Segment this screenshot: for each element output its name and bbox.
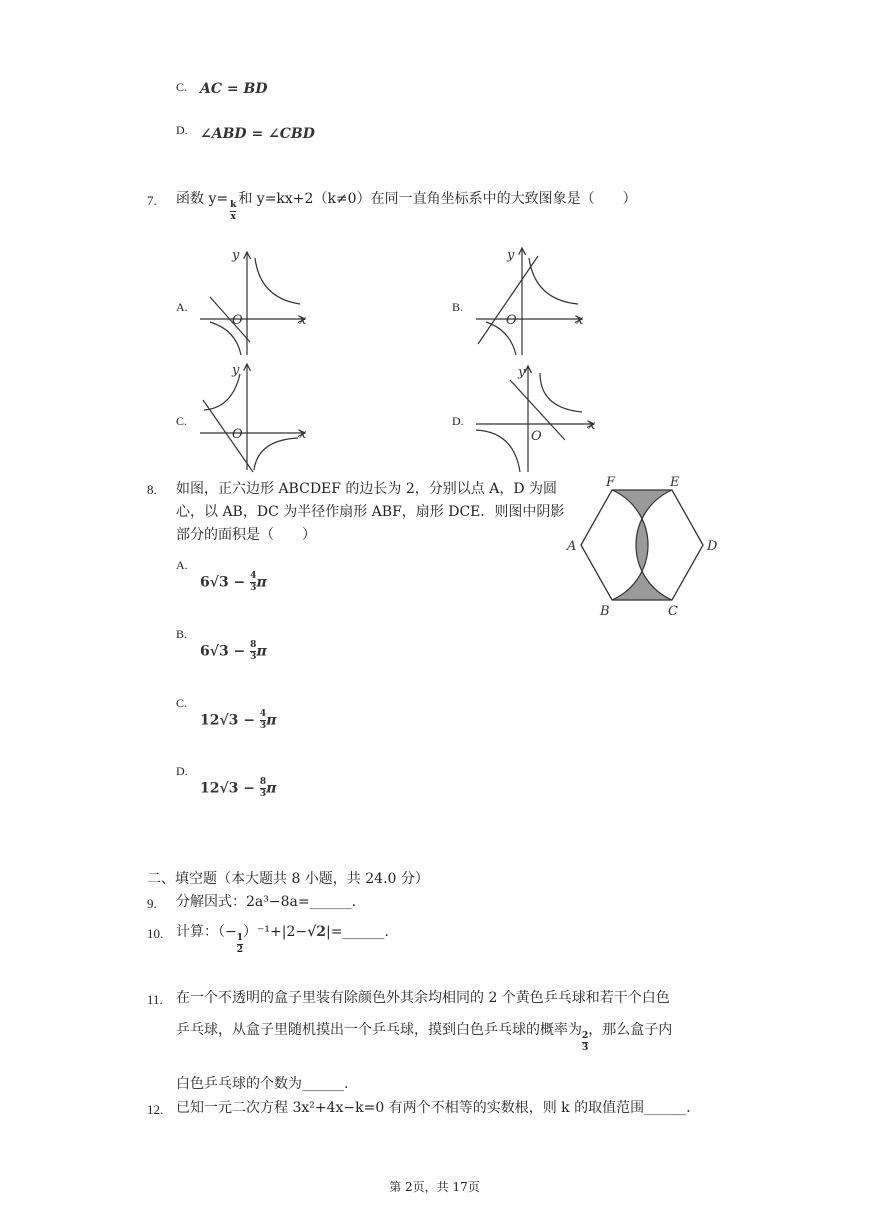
graph-a-o: O (232, 313, 243, 328)
q8-d-pi: π (266, 780, 277, 797)
q11-line-3: 白色乒乓球的个数为______. (176, 1076, 349, 1092)
q10-text (176, 919, 389, 955)
vertex-b: B (600, 604, 610, 619)
q7-graphs (0, 0, 869, 480)
vertex-e: E (670, 475, 680, 490)
page-footer: 第 2页，共 17页 (389, 1180, 480, 1194)
q6-option-c-label: C. (176, 80, 188, 94)
q7-frac-den: x (230, 211, 236, 222)
graph-c-o: O (232, 427, 243, 442)
graph-b-y: y (507, 248, 515, 263)
q9-text: 分解因式：2a³−8a=______. (176, 894, 357, 910)
q10-post: |=______. (326, 924, 389, 940)
q8-c-fd: 3 (259, 721, 267, 731)
q8-option-a-label: A. (176, 558, 188, 572)
q8-b-minus: − (228, 643, 251, 660)
graph-a (200, 248, 307, 355)
q8-b-coef: 6√3 (200, 643, 229, 660)
q7-option-b-label: B. (452, 300, 464, 314)
q7-frac-num: k (230, 199, 237, 210)
vertex-f: F (606, 475, 616, 490)
q8-d-fn: 8 (259, 777, 267, 787)
q8-option-b-expr (200, 641, 267, 662)
q8-line-3: 部分的面积是（ ） (176, 527, 316, 543)
graph-d-x: x (588, 418, 596, 433)
q10-number: 10. (147, 926, 164, 941)
q10-root: √2 (307, 924, 327, 940)
q11-fn: 2 (582, 1030, 589, 1041)
q8-line-1: 如图，正六边形 ABCDEF 的边长为 2，分别以点 A，D 为圆 (176, 481, 558, 497)
q7-stem-pre: 函数 y= (176, 191, 229, 207)
q11-line-2-post: ，那么盒子内 (588, 1022, 673, 1038)
vertex-d: D (707, 539, 718, 554)
q11-fd: 3 (582, 1042, 589, 1053)
hexagon-figure (560, 470, 730, 622)
q8-option-a-expr (200, 572, 267, 593)
q11-number: 11. (147, 992, 163, 1007)
graph-a-y: y (232, 248, 240, 263)
q7-option-c-label: C. (176, 414, 188, 428)
q8-line-2: 心，以 AB，DC 为半径作扇形 ABF，扇形 DCE．则图中阴影 (176, 504, 565, 520)
q8-option-d-label: D. (176, 764, 188, 778)
graph-b-x: x (576, 313, 584, 328)
graph-b (476, 248, 584, 355)
graph-c-x: x (299, 427, 307, 442)
q8-a-pi: π (256, 574, 267, 591)
q10-frac (237, 934, 243, 955)
q8-c-minus: − (238, 712, 260, 729)
q11-line-2 (176, 1017, 673, 1053)
graph-b-o: O (506, 313, 517, 328)
q11-line-1: 在一个不透明的盒子里装有除颜色外其余均相同的 2 个黄色乒乓球和若干个白色 (176, 990, 670, 1006)
q7-option-d-label: D. (452, 414, 464, 428)
q8-d-minus: − (238, 780, 260, 797)
q8-c-fn: 4 (259, 709, 267, 719)
q10-fd: 2 (236, 944, 243, 955)
q7-stem-mid: 和 y=kx+2（k≠0）在同一直角坐标系中的大致图象是（ ） (238, 191, 637, 207)
q12-text: 已知一元二次方程 3x²+4x−k=0 有两个不相等的实数根，则 k 的取值范围______. (176, 1100, 691, 1116)
q8-option-c-expr (200, 710, 276, 731)
q6-option-d-label: D. (176, 123, 188, 137)
q7-option-a-label: A. (176, 300, 188, 314)
q8-c-pi: π (266, 712, 277, 729)
section-2-title: 二、填空题（本大题共 8 小题，共 24.0 分） (147, 871, 429, 887)
q8-d-coef: 12√3 (200, 780, 239, 797)
graph-d-o: O (531, 429, 542, 444)
q8-a-minus: − (228, 574, 251, 591)
graph-c-y: y (232, 363, 240, 378)
q8-number: 8. (147, 482, 157, 497)
q8-option-c-label: C. (176, 696, 188, 710)
q11-line-2-pre: 乒乓球，从盒子里随机摸出一个乒乓球，摸到白色乒乓球的概率为 (176, 1022, 582, 1038)
q6-option-c-math: AC = BD (200, 81, 268, 97)
q8-a-coef: 6√3 (200, 574, 229, 591)
q10-pre: 计算：（− (176, 924, 237, 940)
graph-c (200, 363, 307, 472)
q8-b-fn: 8 (250, 640, 257, 650)
q12-number: 12. (147, 1102, 164, 1117)
vertex-c: C (668, 604, 678, 619)
vertex-a: A (567, 539, 577, 554)
q11-frac (582, 1032, 588, 1053)
graph-a-x: x (299, 313, 307, 328)
q8-option-d-expr (200, 778, 276, 799)
q8-option-b-label: B. (176, 627, 188, 641)
q6-option-d-math: ∠ABD = ∠CBD (200, 126, 315, 142)
q9-number: 9. (147, 896, 157, 911)
q10-mid: ）⁻¹+|2− (243, 924, 308, 940)
q7-number: 7. (147, 193, 157, 208)
graph-d-y: y (518, 365, 526, 380)
q8-b-pi: π (256, 643, 267, 660)
q8-d-fd: 3 (259, 789, 267, 799)
q8-a-fn: 4 (250, 571, 257, 581)
q8-a-fd: 3 (250, 583, 257, 593)
q8-b-fd: 3 (250, 652, 257, 662)
graph-d (476, 365, 596, 472)
q8-c-coef: 12√3 (200, 712, 239, 729)
q10-fn: 1 (236, 932, 243, 943)
